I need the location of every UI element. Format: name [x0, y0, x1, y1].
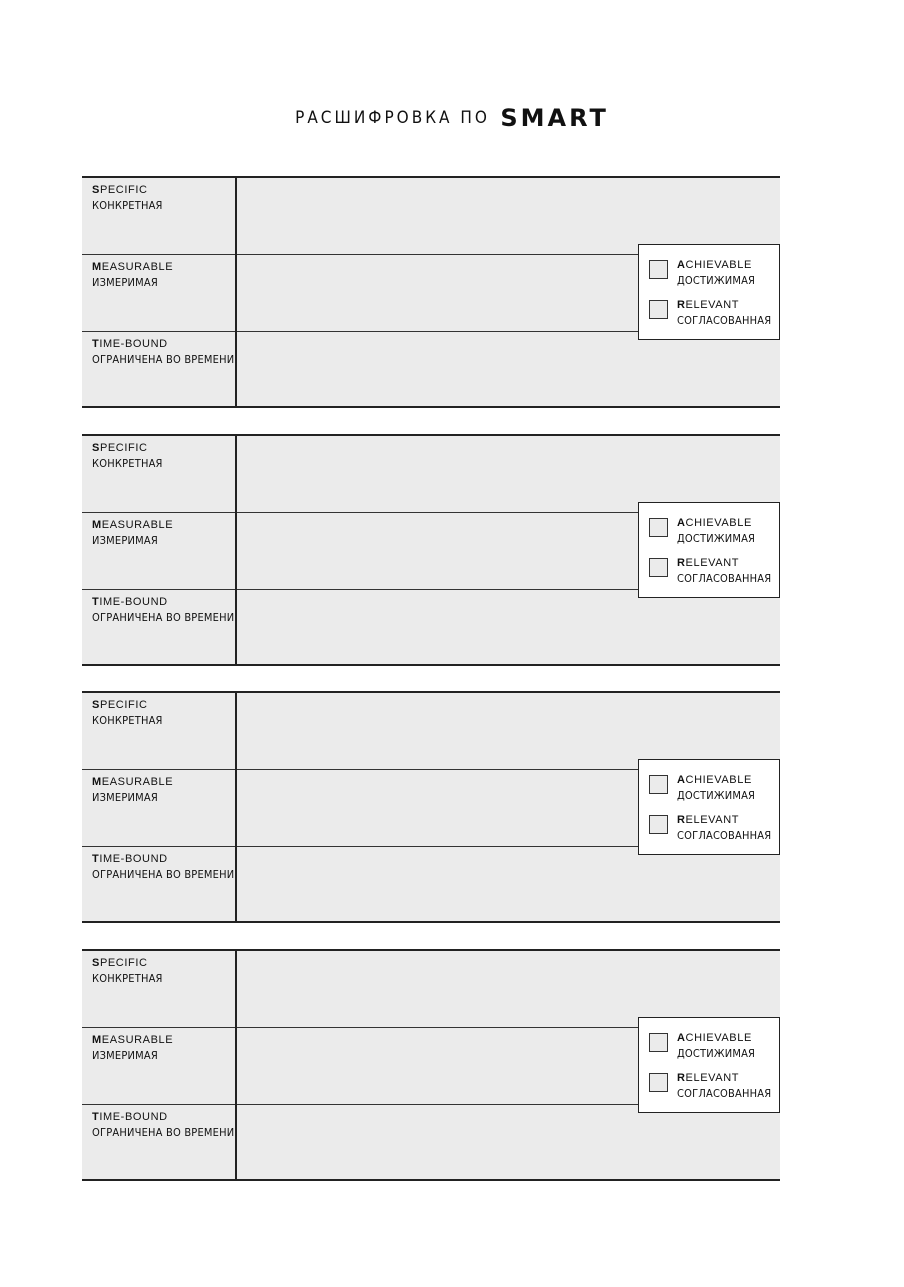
achievable-checkbox[interactable]: [649, 518, 668, 537]
achievable-relevant-box: [638, 759, 780, 855]
relevant-item[interactable]: RELEVANT СОГЛАСОВАННАЯ: [649, 298, 779, 328]
relevant-checkbox[interactable]: [649, 1073, 668, 1092]
achievable-item[interactable]: ACHIEVABLE ДОСТИЖИМАЯ: [649, 1031, 779, 1061]
page-title: [0, 104, 904, 132]
title-prefix: РАСШИФРОВКА ПО: [295, 108, 490, 128]
achievable-relevant-box: [638, 502, 780, 598]
achievable-item[interactable]: ACHIEVABLE ДОСТИЖИМАЯ: [649, 258, 779, 288]
smart-block-1: [82, 176, 780, 408]
specific-label: SPECIFIC КОНКРЕТНАЯ: [92, 442, 163, 470]
smart-block-4: [82, 949, 780, 1181]
specific-label: SPECIFIC КОНКРЕТНАЯ: [92, 699, 163, 727]
measurable-label: MEASURABLE ИЗМЕРИМАЯ: [92, 1034, 174, 1062]
timebound-label: TIME-BOUND ОГРАНИЧЕНА ВО ВРЕМЕНИ: [92, 338, 235, 366]
relevant-item[interactable]: RELEVANT СОГЛАСОВАННАЯ: [649, 813, 779, 843]
achievable-relevant-box: [638, 244, 780, 340]
achievable-checkbox[interactable]: [649, 775, 668, 794]
achievable-relevant-box: [638, 1017, 780, 1113]
relevant-checkbox[interactable]: [649, 558, 668, 577]
timebound-label: TIME-BOUND ОГРАНИЧЕНА ВО ВРЕМЕНИ: [92, 596, 235, 624]
achievable-item[interactable]: ACHIEVABLE ДОСТИЖИМАЯ: [649, 516, 779, 546]
measurable-label: MEASURABLE ИЗМЕРИМАЯ: [92, 519, 174, 547]
relevant-checkbox[interactable]: [649, 815, 668, 834]
relevant-item[interactable]: RELEVANT СОГЛАСОВАННАЯ: [649, 556, 779, 586]
relevant-checkbox[interactable]: [649, 300, 668, 319]
achievable-item[interactable]: ACHIEVABLE ДОСТИЖИМАЯ: [649, 773, 779, 803]
measurable-label: MEASURABLE ИЗМЕРИМАЯ: [92, 776, 174, 804]
relevant-item[interactable]: RELEVANT СОГЛАСОВАННАЯ: [649, 1071, 779, 1101]
specific-label: SPECIFIC КОНКРЕТНАЯ: [92, 184, 163, 212]
timebound-label: TIME-BOUND ОГРАНИЧЕНА ВО ВРЕМЕНИ: [92, 853, 235, 881]
achievable-checkbox[interactable]: [649, 1033, 668, 1052]
title-smart: SMART: [500, 104, 609, 132]
measurable-label: MEASURABLE ИЗМЕРИМАЯ: [92, 261, 174, 289]
timebound-label: TIME-BOUND ОГРАНИЧЕНА ВО ВРЕМЕНИ: [92, 1111, 235, 1139]
smart-block-2: [82, 434, 780, 666]
specific-label: SPECIFIC КОНКРЕТНАЯ: [92, 957, 163, 985]
achievable-checkbox[interactable]: [649, 260, 668, 279]
smart-block-3: [82, 691, 780, 923]
